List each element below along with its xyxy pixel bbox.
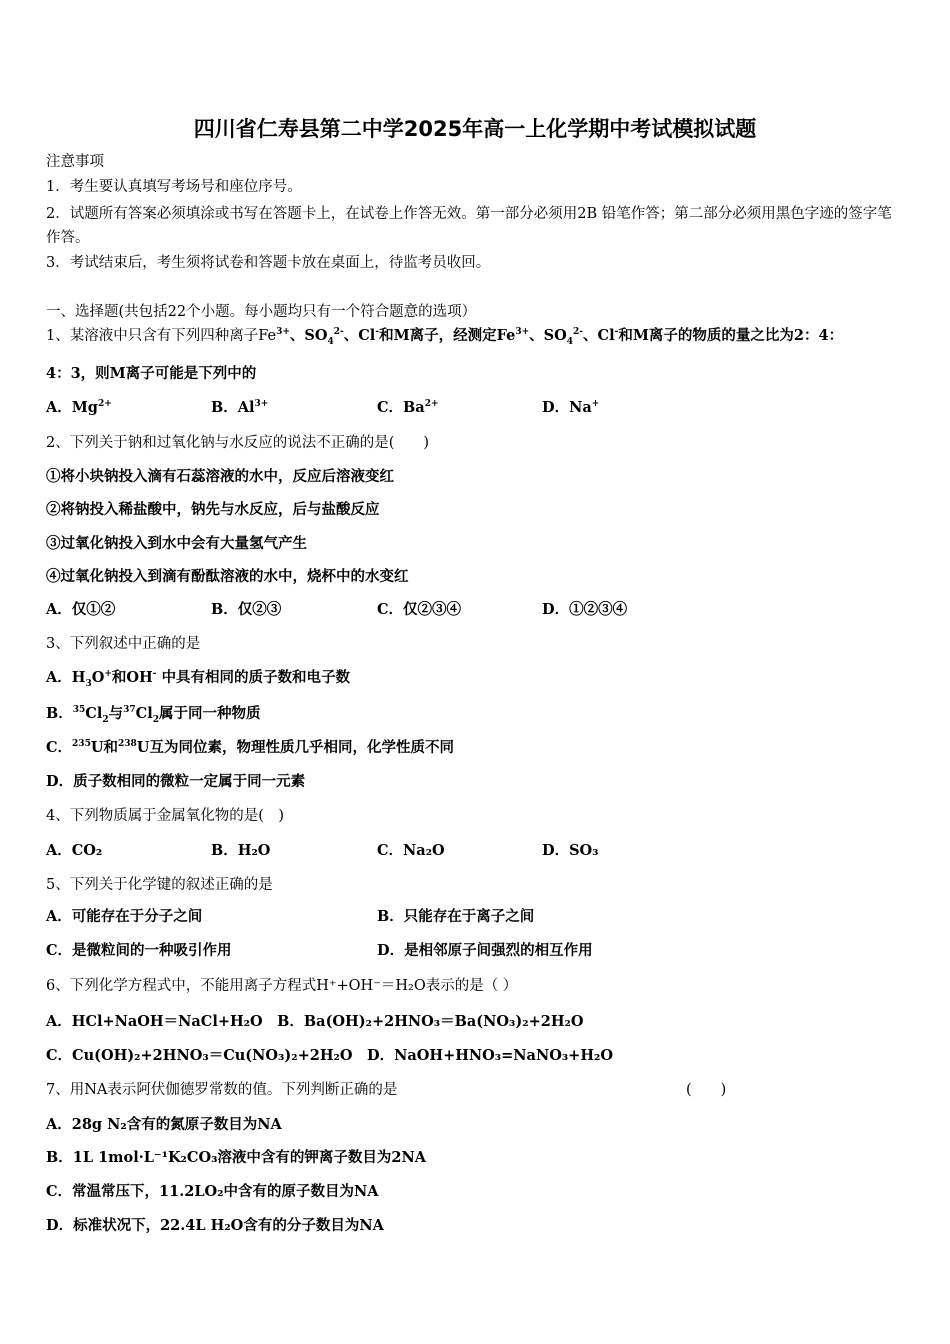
q1-option-a-label: A．Mg	[46, 399, 98, 416]
question-6-stem: 6、下列化学方程式中，不能用离子方程式H⁺+OH⁻＝H₂O表示的是（ ）	[46, 978, 518, 994]
question-3-stem: 3、下列叙述中正确的是	[46, 636, 201, 652]
q4-option-a[interactable]: A．CO₂	[46, 842, 103, 859]
q2-statement: ②将钠投入稀盐酸中，钠先与水反应，后与盐酸反应	[46, 501, 380, 518]
notice-item: 2．试题所有答案必须填涂或书写在答题卡上，在试卷上作答无效。第一部分必须用2B 铅笔作答；第二部分必须用黑色字迹的签字笔作答。	[46, 206, 892, 246]
q1-option-b-label: B．Al	[211, 399, 255, 416]
q7-option-b[interactable]: B．1L 1mol·L⁻¹K₂CO₃溶液中含有的钾离子数目为2NA	[46, 1149, 427, 1166]
q1-stem-text: 1、某溶液中只含有下列四种离子Fe	[46, 328, 277, 344]
question-2-stem: 2、下列关于钠和过氧化钠与水反应的说法不正确的是( )	[46, 435, 430, 451]
q1-option-c[interactable]: C．$Ba^{2+}$	[377, 399, 439, 416]
question-1-stem-cont: 4：3，则M离子可能是下列中的	[46, 365, 257, 382]
question-5-stem: 5、下列关于化学键的叙述正确的是	[46, 877, 273, 893]
q4-option-c[interactable]: C．Na₂O	[377, 842, 445, 859]
q4-option-d[interactable]: D．SO₃	[542, 842, 599, 859]
q2-statement: ③过氧化钠投入到水中会有大量氢气产生	[46, 535, 307, 552]
q2-option-b[interactable]: B．仅②③	[211, 601, 282, 618]
q1-option-c-label: C．Ba	[377, 399, 425, 416]
q3-option-a-text: 中具有相同的质子数和电子数	[161, 669, 351, 686]
q2-option-d[interactable]: D．①②③④	[542, 601, 628, 618]
question-7-stem: 7、用NA表示阿伏伽德罗常数的值。下列判断正确的是	[46, 1082, 398, 1098]
q1-option-d-label: D．Na	[542, 399, 592, 416]
question-4-stem: 4、下列物质属于金属氧化物的是( )	[46, 808, 285, 824]
question-1-stem: 1、某溶液中只含有下列四种离子$Fe^{3+}$、$SO_4^{2-}$、Cl-和M离子，经测定$Fe^{3+}$、$SO_4^{2-}$、Cl-和M离子的物质的量之比为2：4：	[46, 327, 844, 347]
q1-option-b[interactable]: B．$Al^{3+}$	[211, 399, 269, 416]
q7-answer-paren: ( )	[686, 1082, 727, 1098]
q7-option-d[interactable]: D．标准状况下，22.4L H₂O含有的分子数目为NA	[46, 1217, 384, 1234]
notice-item: 3．考试结束后，考生须将试卷和答题卡放在桌面上，待监考员收回。	[46, 255, 491, 271]
q3-option-c-text: 互为同位素，物理性质几乎相同，化学性质不同	[149, 739, 454, 756]
q1-option-d[interactable]: D．Na+	[542, 399, 600, 416]
q2-option-c[interactable]: C．仅②③④	[377, 601, 462, 618]
q2-statement: ①将小块钠投入滴有石蕊溶液的水中，反应后溶液变红	[46, 468, 394, 485]
q5-option-a[interactable]: A．可能存在于分子之间	[46, 908, 203, 925]
q6-options-cd[interactable]: C．Cu(OH)₂+2HNO₃＝Cu(NO₃)₂+2H₂O D．NaOH+HNO₃=NaNO₃+H₂O	[46, 1047, 614, 1064]
q2-option-a[interactable]: A．仅①②	[46, 601, 116, 618]
page-title: 四川省仁寿县第二中学2025年高一上化学期中考试模拟试题	[193, 117, 757, 141]
q6-options-ab[interactable]: A．HCl+NaOH＝NaCl+H₂O B．Ba(OH)₂+2HNO₃＝Ba(NO₃)₂+2H₂O	[46, 1013, 584, 1030]
q3-option-a[interactable]: A．$H_3O^+$和OH- 中具有相同的质子数和电子数	[46, 669, 351, 689]
q5-option-b[interactable]: B．只能存在于离子之间	[377, 908, 535, 925]
q1-option-a[interactable]: A．$Mg^{2+}$	[46, 399, 112, 416]
q3-option-b[interactable]: B．$^{35}Cl_2$与$^{37}Cl_2$属于同一种物质	[46, 705, 261, 725]
notice-item: 1．考生要认真填写考场号和座位序号。	[46, 179, 302, 195]
notice-heading: 注意事项	[46, 154, 104, 170]
q5-option-d[interactable]: D．是相邻原子间强烈的相互作用	[377, 942, 593, 959]
q7-option-c[interactable]: C．常温常压下，11.2LO₂中含有的原子数目为NA	[46, 1183, 379, 1200]
q3-option-b-text: 属于同一种物质	[158, 705, 261, 722]
q3-option-c[interactable]: C．$^{235}$U和$^{238}$U互为同位素，物理性质几乎相同，化学性质不同	[46, 739, 454, 756]
q5-option-c[interactable]: C．是微粒间的一种吸引作用	[46, 942, 232, 959]
q2-statement: ④过氧化钠投入到滴有酚酞溶液的水中，烧杯中的水变红	[46, 568, 409, 585]
q7-option-a[interactable]: A．28g N₂含有的氮原子数目为NA	[46, 1116, 282, 1133]
section-heading: 一、选择题(共包括22个小题。每小题均只有一个符合题意的选项）	[46, 304, 477, 320]
q3-option-d[interactable]: D．质子数相同的微粒一定属于同一元素	[46, 773, 306, 790]
q4-option-b[interactable]: B．H₂O	[211, 842, 271, 859]
